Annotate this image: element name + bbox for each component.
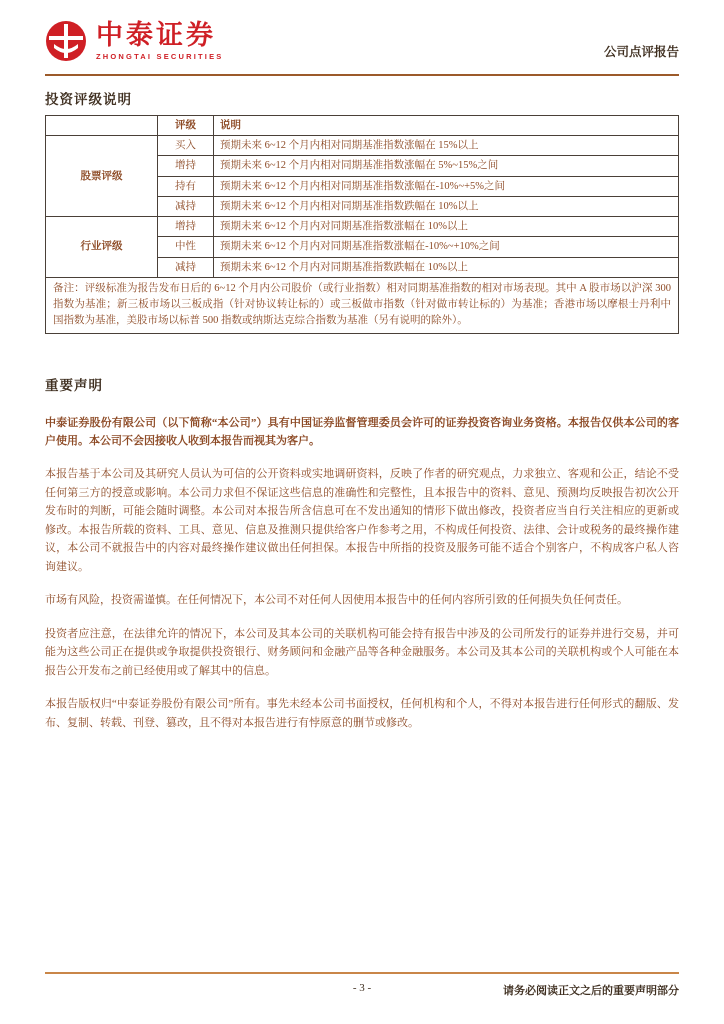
rating-label: 买入 xyxy=(158,136,214,156)
rating-desc: 预期未来 6~12 个月内相对同期基准指数涨幅在-10%~+5%之间 xyxy=(214,176,679,196)
zhongtai-logo xyxy=(45,20,224,62)
table-header-row xyxy=(46,116,679,136)
statement-section xyxy=(45,374,679,733)
rating-table xyxy=(45,115,679,334)
group-stock-rating: 股票评级 xyxy=(46,136,158,217)
logo-text xyxy=(96,21,224,62)
rating-label: 增持 xyxy=(158,217,214,237)
rating-desc: 预期未来 6~12 个月内相对同期基准指数跌幅在 10%以上 xyxy=(214,196,679,216)
statement-paragraph: 中泰证券股份有限公司（以下简称“本公司”）具有中国证券监督管理委员会许可的证券投资咨询业务资格。本报告仅供本公司的客户使用。本公司不会因接收人收到本报告而视其为客户。 xyxy=(45,416,679,448)
page-footer xyxy=(45,972,679,1002)
page-header xyxy=(45,20,679,76)
footer-disclaimer-note: 请务必阅读正文之后的重要声明部分 xyxy=(503,985,679,997)
rating-desc: 预期未来 6~12 个月内相对同期基准指数涨幅在 5%~15%之间 xyxy=(214,156,679,176)
group-industry-rating: 行业评级 xyxy=(46,217,158,278)
rating-section xyxy=(45,88,679,334)
statement-paragraph: 投资者应注意，在法律允许的情况下，本公司及其本公司的关联机构可能会持有报告中涉及的公司所发行的证券并进行交易，并可能为这些公司正在提供或争取提供投资银行、财务顾问和金融产品等各种金融服务。本公司及其本公司的关联机构或个人可能在本报告公开发布之前已经使用或了解其中的信息。 xyxy=(45,627,679,677)
rating-label: 中性 xyxy=(158,237,214,257)
table-note-row xyxy=(46,277,679,333)
statement-section-title: 重要声明 xyxy=(45,377,103,393)
rating-desc: 预期未来 6~12 个月内对同期基准指数跌幅在 10%以上 xyxy=(214,257,679,277)
rating-label: 减持 xyxy=(158,196,214,216)
table-row xyxy=(46,217,679,237)
column-header-desc: 说明 xyxy=(214,116,679,136)
rating-desc: 预期未来 6~12 个月内对同期基准指数涨幅在-10%~+10%之间 xyxy=(214,237,679,257)
zhongtai-logo-icon xyxy=(45,20,87,62)
logo-english-name: ZHONGTAI SECURITIES xyxy=(96,52,224,62)
table-row xyxy=(46,136,679,156)
rating-note: 备注：评级标准为报告发布日后的 6~12 个月内公司股价（或行业指数）相对同期基准指数的相对市场表现。其中 A 股市场以沪深 300 指数为基准；新三板市场以三板成指（针对协议转让标的）或三板做市指数（针对做市转让标的）为基准；香港市场以摩根士丹利中国指数为基准，美股市场以标普 500 指数或纳斯达克综合指数为基准（另有说明的除外）。 xyxy=(46,277,679,333)
table-corner-cell xyxy=(46,116,158,136)
logo-chinese-name: 中泰证券 xyxy=(96,19,216,50)
rating-section-title: 投资评级说明 xyxy=(45,92,132,107)
rating-label: 减持 xyxy=(158,257,214,277)
page-number: - 3 - xyxy=(352,982,372,994)
rating-desc: 预期未来 6~12 个月内相对同期基准指数涨幅在 15%以上 xyxy=(214,136,679,156)
report-type-label: 公司点评报告 xyxy=(603,45,679,59)
rating-desc: 预期未来 6~12 个月内对同期基准指数涨幅在 10%以上 xyxy=(214,217,679,237)
statement-paragraph: 本报告基于本公司及其研究人员认为可信的公开资料或实地调研资料，反映了作者的研究观点，力求独立、客观和公正，结论不受任何第三方的授意或影响。本公司力求但不保证这些信息的准确性和完整性，且本报告中的资料、意见、预测均反映报告初次公开发布时的判断，可能会随时调整。本公司对本报告所含信息可在不发出通知的情形下做出修改，投资者应当自行关注相应的更新或修改。本报告所载的资料、工具、意见、信息及推测只提供给客户作参考之用，不构成任何投资、法律、会计或税务的最终操作建议，本公司不就报告中的内容对最终操作建议做出任何担保。本报告中所指的投资及服务可能不适合个别客户，不构成客户私人咨询建议。 xyxy=(45,468,679,573)
column-header-rating: 评级 xyxy=(158,116,214,136)
rating-label: 增持 xyxy=(158,156,214,176)
rating-label: 持有 xyxy=(158,176,214,196)
statement-paragraph: 市场有风险，投资需谨慎。在任何情况下，本公司不对任何人因使用本报告中的任何内容所引致的任何损失负任何责任。 xyxy=(45,594,628,607)
statement-paragraph: 本报告版权归“中泰证券股份有限公司”所有。事先未经本公司书面授权，任何机构和个人，不得对本报告进行任何形式的翻版、发布、复制、转载、刊登、篡改，且不得对本报告进行有悖原意的删节或修改。 xyxy=(45,698,679,729)
